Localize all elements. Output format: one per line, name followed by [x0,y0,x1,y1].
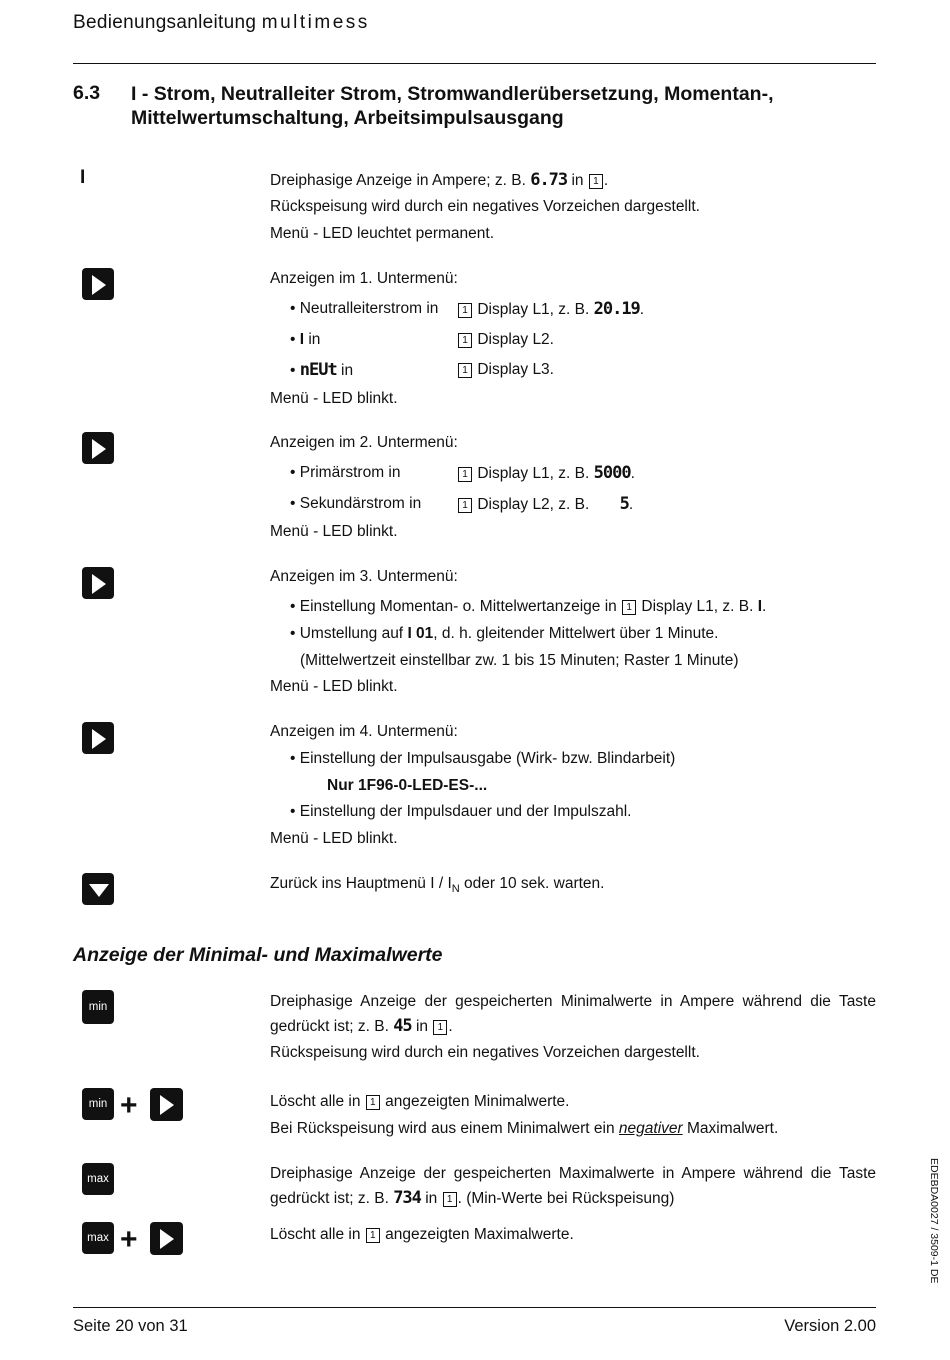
min-clear-line2: Bei Rückspeisung wird aus einem Minimalwert ein negativer Maximalwert. [270,1120,779,1137]
right-arrow-key-icon [82,432,114,464]
sub4-row3: • Einstellung der Impulsdauer und der Impulszahl. [290,803,632,820]
block-i-line1: Dreiphasige Anzeige in Ampere; z. B. 6.73 in 1 . [270,170,609,190]
max-clear-line: Löscht alle in 1 angezeigten Maximalwerte. [270,1226,574,1243]
back-instruction: Zurück ins Hauptmenü I / $I_N$ oder 10 sek. warten. [270,875,605,896]
plus-icon: + [120,1089,138,1122]
sub1-heading: Anzeigen im 1. Untermenü: [270,270,458,287]
sub3-row2: • Umstellung auf I 01, d. h. gleitender Mittelwert über 1 Minute. [290,625,719,642]
display-box-icon: 1 [433,1020,447,1035]
current-symbol-label: I [80,167,86,188]
display-box-icon: 1 [458,498,472,513]
right-arrow-key-icon [82,567,114,599]
display-box-icon: 1 [458,333,472,348]
sub1-row3-value: 1 Display L3. [457,360,554,380]
sub2-row1-label: • Primärstrom in [290,464,401,481]
display-box-icon: 1 [366,1095,380,1110]
section-title: I - Strom, Neutralleiter Strom, Stromwandlerübersetzung, Momentan-, Mittelwertumschaltung, Arbeitsimpulsausgang [131,83,774,129]
display-value: 6.73 [530,170,568,190]
display-box-icon: 1 [443,1192,457,1207]
max-key-icon: max [82,1163,114,1195]
sub3-row1: • Einstellung Momentan- o. Mittelwertanzeige in 1 Display L1, z. B. I. [290,598,767,615]
sub2-heading: Anzeigen im 2. Untermenü: [270,434,458,451]
sub2-row1-value: 1 Display L1, z. B. 5000. [457,463,635,484]
display-box-icon: 1 [366,1228,380,1243]
min-key-icon: min [82,1088,114,1120]
sub2-footer: Menü - LED blinkt. [270,523,398,540]
display-value: 45 [393,1016,412,1036]
sub1-row1-label: • Neutralleiterstrom in [290,300,439,317]
display-box-icon: 1 [458,467,472,482]
header-rule [73,63,876,64]
sub1-row3-label: • nEUt in [290,360,354,380]
right-arrow-key-icon [150,1222,183,1255]
document-code: EDEBDA0027 / 3509-1 DE [928,1158,940,1284]
display-box-icon: 1 [589,174,603,189]
display-value: nEUt [299,360,337,380]
minmax-heading: Anzeige der Minimal- und Maximalwerte [73,944,443,966]
sub1-footer: Menü - LED blinkt. [270,390,398,407]
down-arrow-key-icon [82,873,114,905]
page-number: Seite 20 von 31 [73,1317,188,1335]
display-box-icon: 1 [458,303,472,318]
display-value: 734 [393,1188,421,1208]
display-box-icon: 1 [622,600,636,615]
sub4-heading: Anzeigen im 4. Untermenü: [270,723,458,740]
display-value: 5 [619,494,629,514]
header-title: Bedienungsanleitung [73,12,262,33]
sub1-row2-value: 1 Display L2. [457,330,554,350]
right-arrow-key-icon [82,722,114,754]
version-label: Version 2.00 [784,1317,876,1335]
min-key-icon: min [82,990,114,1024]
sub1-row2-label: • I in [290,331,321,348]
min-description-line2: Rückspeisung wird durch ein negatives Vorzeichen dargestellt. [270,1044,700,1061]
sub3-heading: Anzeigen im 3. Untermenü: [270,568,458,585]
display-value: 20.19 [593,299,640,319]
section-number: 6.3 [73,82,101,104]
max-description: Dreiphasige Anzeige der gespeicherten Maximalwerte in Ampere während die Taste gedrückt ist; z. B. 734 in 1 . (Min-Werte bei Rückspeisung) [270,1165,876,1208]
right-arrow-key-icon [82,268,114,300]
sub4-footer: Menü - LED blinkt. [270,830,398,847]
display-box-icon: 1 [458,363,472,378]
header-product: multimess [261,12,370,33]
block-i-line3: Menü - LED leuchtet permanent. [270,225,495,242]
right-arrow-key-icon [150,1088,183,1121]
sub3-row3: (Mittelwertzeit einstellbar zw. 1 bis 15 Minuten; Raster 1 Minute) [300,652,739,669]
min-clear-line1: Löscht alle in 1 angezeigten Minimalwerte. [270,1093,570,1110]
sub1-row1-value: 1 Display L1, z. B. 20.19. [457,299,644,320]
plus-icon: + [120,1223,138,1256]
footer-rule [73,1307,876,1308]
sub2-row2-label: • Sekundärstrom in [290,495,422,512]
sub4-row2: Nur 1F96-0-LED-ES-... [327,777,488,794]
sub3-footer: Menü - LED blinkt. [270,678,398,695]
display-value: 5000 [593,463,631,483]
block-i-line2: Rückspeisung wird durch ein negatives Vorzeichen dargestellt. [270,198,700,215]
sub4-row1: • Einstellung der Impulsausgabe (Wirk- bzw. Blindarbeit) [290,750,676,767]
sub2-row2-value: 1 Display L2, z. B. 5. [457,494,633,515]
document-header [73,12,370,34]
max-key-icon: max [82,1222,114,1254]
min-description: Dreiphasige Anzeige der gespeicherten Minimalwerte in Ampere während die Taste gedrückt ist; z. B. 45 in 1 . [270,993,876,1036]
